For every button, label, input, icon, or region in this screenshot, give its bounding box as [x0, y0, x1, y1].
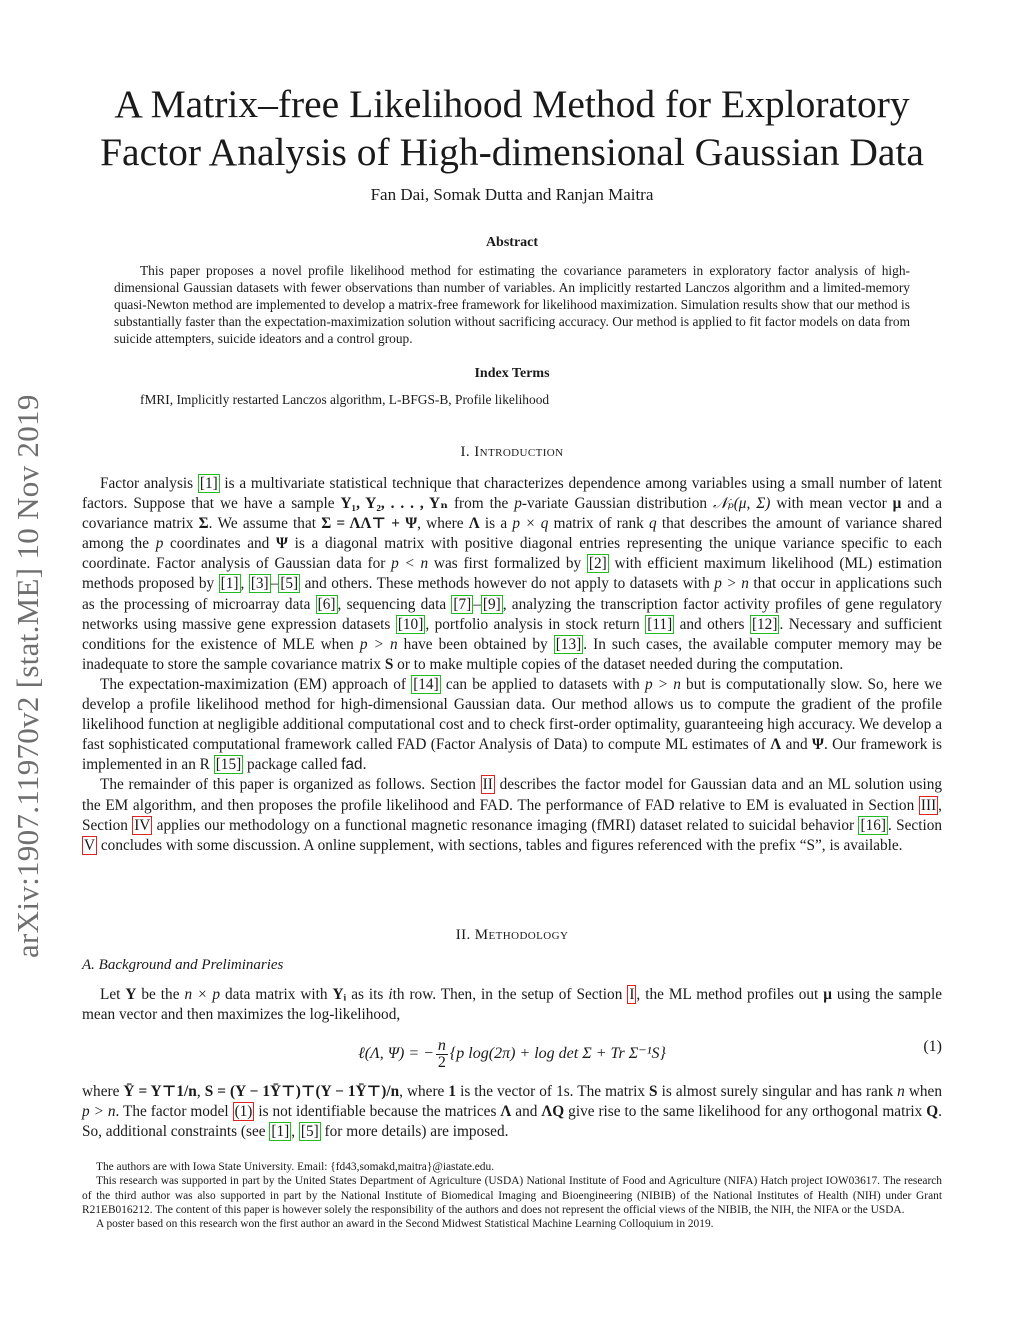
author-list: Fan Dai, Somak Dutta and Ranjan Maitra	[370, 185, 654, 204]
methodology-body-2	[82, 1082, 942, 1142]
abstract-heading: Abstract	[485, 235, 539, 250]
citation-link[interactable]: [13]	[555, 635, 582, 653]
citation-link[interactable]: [10]	[397, 615, 424, 633]
introduction-heading: I. Introduction	[460, 444, 564, 460]
citation-link[interactable]: [11]	[647, 615, 673, 633]
intro-paragraph-1: Factor analysis [1] is a multivariate statistical technique that characterizes dependence among variables using a small number of latent factors. Suppose that we have a sample Y₁, Y₂, . . . , Yₙ from the p-variate Gaussian distribution 𝒩ₚ(μ, Σ) with mean vector μ and a covariance matrix Σ. We assume that Σ = ΛΛ⊤ + Ψ, where Λ is a p × q matrix of rank q that describes the amount of variance shared among the p coordinates and Ψ is a diagonal matrix with positive diagonal entries representing the unique variance specific to each coordinate. Factor analysis of Gaussian data for p < n was first formalized by [2] with efficient maximum likelihood (ML) estimation methods proposed by [1] , [3] – [5] and others. These methods however do not apply to datasets with p > n that occur in applications such as the processing of microarray data [6] , sequencing data [7] – [9] , analyzing the transcription factor activity profiles of gene regulatory networks using massive gene expression datasets [10] , portfolio analysis in stock return [11] and others [12] . Necessary and sufficient conditions for the existence of MLE when p > n have been obtained by [13] . In such cases, the available computer memory may be inadequate to store the sample covariance matrix S or to make multiple copies of the dataset needed during the computation.	[82, 475, 943, 673]
equation-link[interactable]: (1)	[234, 1103, 253, 1121]
section-link[interactable]: III	[920, 796, 937, 814]
abstract-text: This paper proposes a novel profile likelihood method for estimating the covariance parameters in exploratory factor analysis of high-dimensional Gaussian datasets with fewer observations than number of variables. An implicitly restarted Lanczos algorithm and a limited-memory quasi-Newton method are implemented to develop a matrix-free framework for likelihood maximization. Simulation results show that our method is substantially faster than the expectation-maximization solution without sacrificing accuracy. Our method is applied to fit factor models on data from suicide attempters, suicide ideators and a control group.	[114, 263, 910, 346]
citation-link[interactable]: [7]	[453, 595, 472, 613]
citation-link[interactable]: [15]	[215, 756, 242, 774]
citation-link[interactable]: [1]	[199, 475, 218, 492]
footnote-poster: A poster based on this research won the first author an award in the Second Midwest Statistical Machine Learning Colloquium in 2019.	[96, 1218, 714, 1231]
section-link[interactable]: II	[482, 776, 493, 794]
methodology-paragraph-1: Let Y be the n × p data matrix with Yᵢ as its ith row. Then, in the setup of Section I , the ML method profiles out μ using the sample mean vector and then maximizes the log-likelihood,	[82, 986, 942, 1024]
citation-link[interactable]: [1]	[271, 1123, 290, 1141]
intro-paragraph-3: The remainder of this paper is organized as follows. Section II describes the factor model for Gaussian data and an ML solution using the EM algorithm, and then proposes the profile likelihood and FAD. The performance of FAD relative to EM is evaluated in Section III , Section IV applies our methodology on a functional magnetic resonance imaging (fMRI) dataset related to suicidal behavior [16] . Section V concludes with some discussion. A online supplement, with sections, tables and figures referenced with the prefix “S”, is available.	[82, 776, 942, 854]
methodology-body-1	[82, 985, 942, 1025]
title-line-2: Factor Analysis of High-dimensional Gaussian Data	[100, 130, 924, 174]
citation-link[interactable]: [12]	[751, 615, 778, 633]
index-terms-text: fMRI, Implicitly restarted Lanczos algorithm, L-BFGS-B, Profile likelihood	[140, 392, 550, 407]
equation-body: ℓ(Λ, Ψ) = − $\frac{n}{2}$ {p log(2π) + log det Σ + Tr Σ⁻¹S}	[358, 1037, 666, 1071]
citation-link[interactable]: [6]	[317, 595, 336, 613]
index-terms-heading: Index Terms	[474, 366, 550, 381]
footnotes	[82, 1160, 942, 1231]
footnote-funding: This research was supported in part by the United States Department of Agriculture (USDA) National Institute of Food and Agriculture (NIFA) Hatch project IOW03617. The research of the third author was also supported in part by the National Institute of Biomedical Imaging and Bioengineering (NIBIB) of the National Institutes of Health (NIH) under Grant R21EB016212. The content of this paper is however solely the responsibility of the authors and does not represent the official views of the NIBIB, the NIH, the NIFA or the USDA.	[82, 1175, 942, 1216]
section-link[interactable]: V	[84, 836, 96, 854]
introduction-body	[82, 474, 942, 856]
citation-link[interactable]: [1]	[220, 575, 239, 593]
arxiv-stamp: arXiv:1907.11970v2 [stat.ME] 10 Nov 2019	[10, 394, 45, 958]
fraction: $\frac{n}{2}$	[437, 1037, 446, 1071]
citation-link[interactable]: [16]	[860, 816, 886, 834]
citation-link[interactable]: [2]	[588, 555, 607, 573]
footnote-affiliation: The authors are with Iowa State University. Email: {fd43,somakd,maitra}@iastate.edu.	[96, 1161, 495, 1173]
intro-paragraph-2: The expectation-maximization (EM) approach of [14] can be applied to datasets with p > n but is computationally slow. So, here we develop a profile likelihood method for high-dimensional Gaussian data. Our method allows us to compute the gradient of the profile likelihood function at negligible additional computational cost and to check first-order optimality, guaranteeing high accuracy. We develop a fast sophisticated computational framework called FAD (Factor Analysis of Data) to compute ML estimates of Λ and Ψ. Our framework is implemented in an R [15] package called fad.	[82, 675, 942, 774]
citation-link[interactable]: [9]	[482, 595, 501, 613]
citation-link[interactable]: [5]	[300, 1123, 319, 1141]
title-line-1: A Matrix–free Likelihood Method for Exploratory	[114, 82, 910, 126]
methodology-paragraph-2: where Ȳ = Y⊤1/n, S = (Y − 1Ȳ⊤)⊤(Y − 1Ȳ⊤)/n, where 1 is the vector of 1s. The matrix S is almost surely singular and has rank n when p > n. The factor model (1) is not identifiable because the matrices Λ and ΛQ give rise to the same likelihood for any orthogonal matrix Q. So, additional constraints (see [1] , [5] for more details) are imposed.	[82, 1083, 942, 1141]
methodology-heading: II. Methodology	[455, 927, 569, 943]
citation-link[interactable]: [3]	[250, 575, 269, 593]
equation-1	[82, 1036, 942, 1071]
citation-link[interactable]: [14]	[413, 675, 439, 693]
section-link[interactable]: IV	[134, 816, 151, 834]
section-link[interactable]: I	[629, 986, 635, 1003]
paper-title	[60, 80, 964, 176]
subsection-heading: A. Background and Preliminaries	[82, 957, 284, 973]
citation-link[interactable]: [5]	[280, 575, 299, 593]
package-name: fad	[341, 756, 363, 774]
equation-number: (1)	[923, 1038, 942, 1055]
